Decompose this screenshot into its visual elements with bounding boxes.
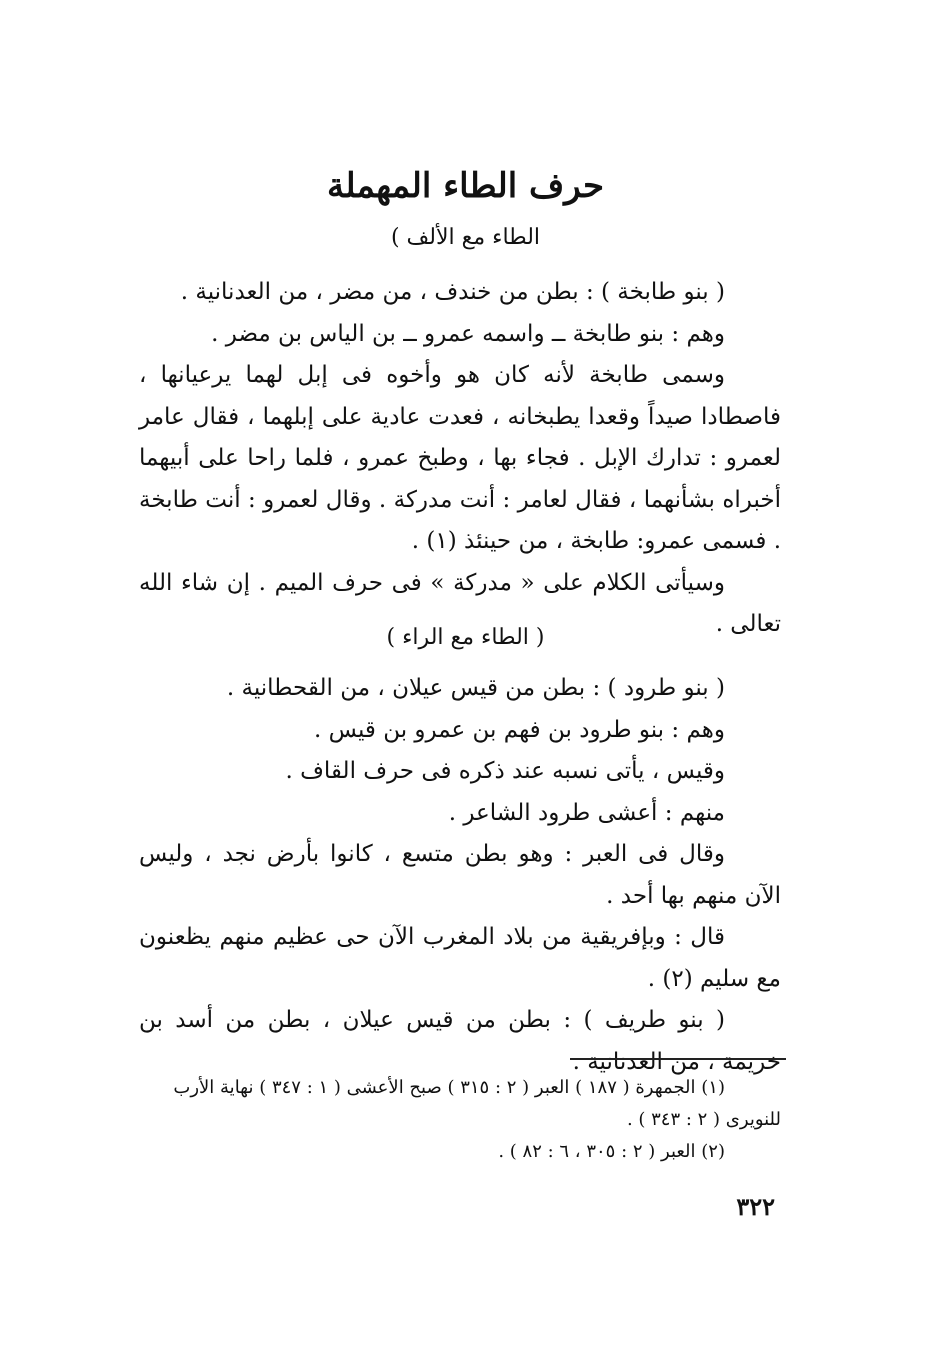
- footnote: (١) الجمهرة ( ١٨٧ ) العبر ( ٢ : ٣١٥ ) صبح الأعشى ( ١ : ٣٤٧ ) نهاية الأرب للنويرى ( ٢ : ٣٤٣ ) .: [173, 1077, 781, 1130]
- paragraph: قال : وبإفريقية من بلاد المغرب الآن حى عظيم منهم يظعنون مع سليم (٢) .: [139, 924, 781, 992]
- paragraph: ( بنو طرود ) : بطن من قيس عيلان ، من القحطانية .: [226, 675, 725, 701]
- section-heading-taa-alif: الطاء مع الألف ): [390, 225, 541, 250]
- paragraph: وهم : بنو طرود بن فهم بن عمرو بن قيس .: [314, 716, 725, 743]
- page-title: حرف الطاء المهملة: [326, 166, 604, 206]
- paragraph: وهم : بنو طابخة ــ واسمه عمرو ــ بن الياس بن مضر .: [211, 320, 725, 347]
- footnote-divider: [570, 1058, 786, 1060]
- footnote: (٢) العبر ( ٢ : ٣٠٥ ، ٦ : ٨٢ ) .: [498, 1141, 725, 1162]
- paragraph: وسيأتى الكلام على « مدركة » فى حرف الميم . إن شاء الله تعالى .: [139, 569, 781, 637]
- paragraph: وقال فى العبر : وهو بطن متسع ، كانوا بأرض نجد ، وليس الآن منهم بها أحد .: [139, 841, 781, 909]
- section-heading-taa-raa: ( الطاء مع الراء ): [386, 625, 545, 650]
- section-body-taa-raa: [139, 668, 781, 1083]
- paragraph: ( بنو طريف ) : بطن من قيس عيلان ، بطن من أسد بن خزيمة ، من العدنانية .: [139, 1007, 781, 1075]
- paragraph: منهم : أعشى طرود الشاعر .: [448, 799, 725, 826]
- page-number: ٣٢٢: [736, 1192, 775, 1221]
- paragraph: وقيس ، يأتى نسبه عند ذكره فى حرف القاف .: [285, 758, 725, 784]
- paragraph: وسمى طابخة لأنه كان هو وأخوه فى إبل لهما يرعيانها ، فاصطادا صيداً وقعدا يطبخانه ، فعدت عادية على إبلهما ، فقال عامر لعمرو : تدارك الإبل . فجاء بها ، وطبخ عمرو ، فلما راحا على أبيهما أخبراه بشأنهما ، فقال لعامر : أنت مدركة . وقال لعمرو : أنت طابخة . فسمى عمرو: طابخة ، من حينئذ (١) .: [139, 362, 781, 554]
- paragraph: ( بنو طابخة ) : بطن من خندف ، من مضر ، من العدنانية .: [180, 279, 725, 305]
- footnotes: [139, 1072, 781, 1168]
- section-body-taa-alif: [139, 272, 781, 646]
